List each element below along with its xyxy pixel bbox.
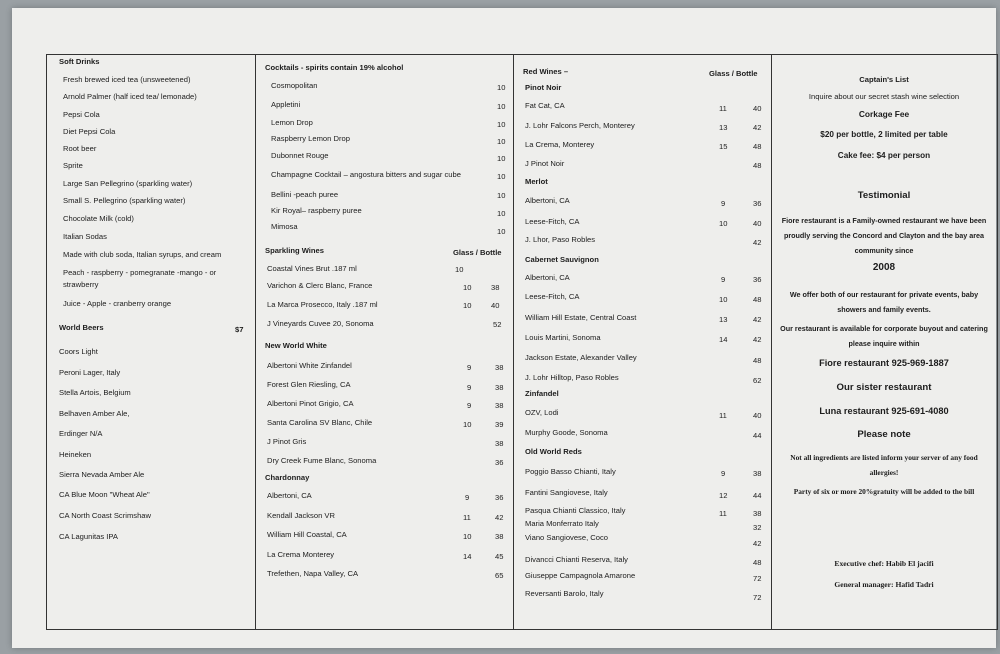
bottle-price: 48 [753, 356, 762, 365]
list-item: Large San Pellegrino (sparkling water) [63, 179, 193, 188]
bottle-price: 48 [753, 161, 762, 170]
gratuity-note: Party of six or more 20%gratuity will be added to the bill [793, 487, 975, 496]
glass-price: 14 [463, 552, 472, 561]
list-item: CA Blue Moon "Wheat Ale" [59, 490, 150, 499]
glass-price: 9 [721, 275, 726, 284]
bottle-price: 39 [495, 420, 504, 429]
bottle-price: 40 [753, 104, 762, 113]
glass-price: 10 [463, 301, 472, 310]
bottle-price: 36 [753, 199, 762, 208]
glass-price: 10 [463, 283, 472, 292]
bottle-price: 42 [753, 539, 762, 548]
list-item: CA North Coast Scrimshaw [59, 511, 151, 520]
price: 10 [497, 83, 506, 92]
list-item: Fresh brewed iced tea (unsweetened) [63, 75, 191, 84]
list-item: Dubonnet Rouge [271, 151, 329, 160]
list-item: Santa Carolina SV Blanc, Chile [267, 418, 373, 427]
list-item: William Hill Estate, Central Coast [525, 313, 637, 322]
glass-price: 10 [463, 532, 472, 541]
red-wines-column [513, 55, 772, 629]
bottle-price: 36 [495, 458, 504, 467]
list-item: Sprite [63, 161, 83, 170]
testimonial-title: Testimonial [857, 190, 911, 201]
sparkling-header: Glass / Bottle [453, 248, 502, 257]
list-item: Divancci Chianti Reserva, Italy [525, 555, 628, 564]
list-item: Mimosa [271, 222, 298, 231]
world-beers-title: World Beers [59, 323, 104, 332]
bottle-price: 38 [753, 469, 762, 478]
list-item: J. Lohr Hilltop, Paso Robles [525, 373, 619, 382]
old-world-reds-title: Old World Reds [525, 447, 582, 456]
list-item: Pepsi Cola [63, 110, 100, 119]
list-item: Coastal Vines Brut .187 ml [267, 264, 357, 273]
list-item: strawberry [63, 280, 99, 289]
glass-price: 15 [719, 142, 728, 151]
please-note-title: Please note [857, 429, 911, 440]
bottle-price: 48 [753, 558, 762, 567]
menu-paper [12, 8, 996, 648]
bottle-price: 62 [753, 376, 762, 385]
bottle-price: 38 [753, 509, 762, 518]
list-item: Chocolate Milk (cold) [63, 214, 134, 223]
bottle-price: 36 [495, 493, 504, 502]
list-item: Champagne Cocktail – angostura bitters and sugar cube [271, 170, 461, 179]
list-item: Leese-Fitch, CA [525, 217, 580, 226]
glass-price: 9 [467, 363, 472, 372]
list-item: Sierra Nevada Amber Ale [59, 470, 145, 479]
price: 10 [497, 209, 506, 218]
bottle-price: 38 [495, 439, 504, 448]
price: 10 [497, 120, 506, 129]
list-item: Giuseppe Campagnola Amarone [525, 571, 636, 580]
list-item: Albertoni Pinot Grigio, CA [267, 399, 354, 408]
bottle-price: 65 [495, 571, 504, 580]
glass-price: 9 [721, 469, 726, 478]
list-item: Albertoni White Zinfandel [267, 361, 352, 370]
glass-price: 13 [719, 123, 728, 132]
list-item: Raspberry Lemon Drop [271, 134, 350, 143]
new-world-white-title: New World White [265, 341, 327, 350]
list-item: Fat Cat, CA [525, 101, 565, 110]
red-wines-header: Glass / Bottle [709, 69, 758, 78]
luna-phone: Luna restaurant 925-691-4080 [819, 406, 949, 416]
list-item: Appletini [271, 100, 301, 109]
list-item: Pasqua Chianti Classico, Italy [525, 506, 626, 515]
bottle-price: 36 [753, 275, 762, 284]
cabernet-title: Cabernet Sauvignon [525, 255, 599, 264]
bottle-price: 44 [753, 431, 762, 440]
bottle-price: 42 [753, 123, 762, 132]
list-item: Reversanti Barolo, Italy [525, 589, 604, 598]
list-item: Peach - raspberry - pomegranate -mango - or [63, 268, 217, 277]
list-item: Made with club soda, Italian syrups, and cream [63, 250, 222, 259]
list-item: Stella Artois, Belgium [59, 388, 131, 397]
glass-price: 9 [721, 199, 726, 208]
list-item: Cosmopolitan [271, 81, 318, 90]
bottle-price: 42 [753, 315, 762, 324]
list-item: Albertoni, CA [267, 491, 312, 500]
bottle-price: 52 [493, 320, 502, 329]
glass-price: 11 [719, 411, 727, 420]
bottle-price: 42 [753, 335, 762, 344]
glass-price: 11 [719, 509, 727, 518]
price: 10 [497, 154, 506, 163]
list-item: CA Lagunitas IPA [59, 532, 118, 541]
red-wines-title: Red Wines – [523, 67, 569, 76]
list-item: Albertoni, CA [525, 273, 570, 282]
sparkling-title: Sparkling Wines [265, 246, 325, 255]
allergy-note: Not all ingredients are listed inform your server of any food allergies! [790, 453, 978, 477]
bottle-price: 40 [753, 411, 762, 420]
bottle-price: 40 [491, 301, 500, 310]
bottle-price: 72 [753, 574, 762, 583]
list-item: Heineken [59, 450, 92, 459]
cocktails-whites-column [255, 55, 514, 629]
glass-price: 10 [719, 295, 728, 304]
list-item: J. Lohr Falcons Perch, Monterey [525, 121, 635, 130]
glass-price: 11 [463, 513, 471, 522]
info-column [771, 55, 997, 629]
world-beers-price: $7 [235, 325, 244, 334]
price: 10 [497, 102, 506, 111]
cocktails-title: Cocktails - spirits contain 19% alcohol [265, 63, 404, 72]
glass-price: 9 [467, 383, 472, 392]
price: 10 [497, 227, 506, 236]
events-text: We offer both of our restaurant for private events, baby showers and family events. [789, 290, 979, 314]
glass-price: 9 [465, 493, 470, 502]
cake-fee: Cake fee: $4 per person [837, 151, 931, 160]
bottle-price: 48 [753, 295, 762, 304]
zinfandel-title: Zinfandel [525, 389, 559, 398]
price: 10 [497, 137, 506, 146]
list-item: Trefethen, Napa Valley, CA [267, 569, 359, 578]
bottle-price: 72 [753, 593, 762, 602]
glass-price: 13 [719, 315, 728, 324]
chardonnay-title: Chardonnay [265, 473, 310, 482]
bottle-price: 38 [491, 283, 500, 292]
glass-price: 10 [719, 219, 728, 228]
bottle-price: 42 [495, 513, 504, 522]
bottle-price: 44 [753, 491, 762, 500]
list-item: Diet Pepsi Cola [63, 127, 116, 136]
sister-restaurant-title: Our sister restaurant [836, 382, 932, 393]
list-item: Juice - Apple - cranberry orange [63, 299, 172, 308]
bottle-price: 42 [753, 238, 762, 247]
list-item: La Marca Prosecco, Italy .187 ml [267, 300, 378, 309]
list-item: J Pinot Noir [525, 159, 565, 168]
list-item: Forest Glen Riesling, CA [267, 380, 351, 389]
captains-list-title: Captain's List [859, 75, 909, 84]
bottle-price: 38 [495, 401, 504, 410]
glass-price: 14 [719, 335, 728, 344]
corporate-text: Our restaurant is available for corporate buyout and catering please inquire within [780, 324, 988, 348]
bottle-price: 38 [495, 383, 504, 392]
corkage-text: $20 per bottle, 2 limited per table [820, 130, 948, 139]
glass-price: 12 [719, 491, 728, 500]
menu-frame [46, 54, 998, 630]
list-item: Louis Martini, Sonoma [525, 333, 601, 342]
bottle-price: 32 [753, 523, 762, 532]
glass-price: 10 [455, 265, 464, 274]
list-item: Small S. Pellegrino (sparkling water) [63, 196, 186, 205]
bottle-price: 45 [495, 552, 504, 561]
list-item: Murphy Goode, Sonoma [525, 428, 608, 437]
list-item: Varichon & Clerc Blanc, France [267, 281, 373, 290]
list-item: Dry Creek Fume Blanc, Sonoma [267, 456, 377, 465]
soft-drinks-title: Soft Drinks [59, 57, 100, 66]
list-item: Italian Sodas [63, 232, 107, 241]
bottle-price: 38 [495, 532, 504, 541]
list-item: Poggio Basso Chianti, Italy [525, 467, 616, 476]
list-item: Kendall Jackson VR [267, 511, 335, 520]
list-item: Maria Monferrato Italy [525, 519, 599, 528]
list-item: Belhaven Amber Ale, [59, 409, 130, 418]
list-item: Leese-Fitch, CA [525, 292, 580, 301]
bottle-price: 40 [753, 219, 762, 228]
list-item: Viano Sangiovese, Coco [525, 533, 609, 542]
list-item: Erdinger N/A [59, 429, 103, 438]
bottle-price: 48 [753, 142, 762, 151]
soft-drinks-beers-column [47, 55, 256, 629]
list-item: J Pinot Gris [267, 437, 307, 446]
list-item: Bellini -peach puree [271, 190, 339, 199]
pinot-noir-title: Pinot Noir [525, 83, 562, 92]
list-item: Coors Light [59, 347, 98, 356]
list-item: Peroni Lager, Italy [59, 368, 121, 377]
list-item: Jackson Estate, Alexander Valley [525, 353, 637, 362]
executive-chef: Executive chef: Habib El jacifi [834, 559, 934, 568]
list-item: La Crema, Monterey [525, 140, 595, 149]
merlot-title: Merlot [525, 177, 548, 186]
list-item: Kir Royal– raspberry puree [271, 206, 362, 215]
general-manager: General manager: Hafid Tadri [834, 580, 934, 589]
fiore-phone: Fiore restaurant 925-969-1887 [819, 358, 949, 368]
list-item: Root beer [63, 144, 97, 153]
list-item: Lemon Drop [271, 118, 313, 127]
price: 10 [497, 172, 506, 181]
price: 10 [497, 191, 506, 200]
list-item: Arnold Palmer (half iced tea/ lemonade) [63, 92, 197, 101]
glass-price: 10 [463, 420, 472, 429]
year: 2008 [872, 262, 896, 273]
list-item: Fantini Sangiovese, Italy [525, 488, 608, 497]
captains-list-text: Inquire about our secret stash wine selection [808, 92, 960, 101]
glass-price: 9 [467, 401, 472, 410]
list-item: Albertoni, CA [525, 196, 570, 205]
testimonial-text: Fiore restaurant is a Family-owned restaurant we have been proudly serving the Concord and Clayton and the bay area community since [781, 216, 987, 255]
glass-price: 11 [719, 104, 727, 113]
corkage-title: Corkage Fee [858, 109, 910, 119]
list-item: William Hill Coastal, CA [267, 530, 347, 539]
list-item: J. Lhor, Paso Robles [525, 235, 596, 244]
list-item: J Vineyards Cuvee 20, Sonoma [267, 319, 374, 328]
bottle-price: 38 [495, 363, 504, 372]
list-item: OZV, Lodi [525, 408, 559, 417]
list-item: La Crema Monterey [267, 550, 335, 559]
